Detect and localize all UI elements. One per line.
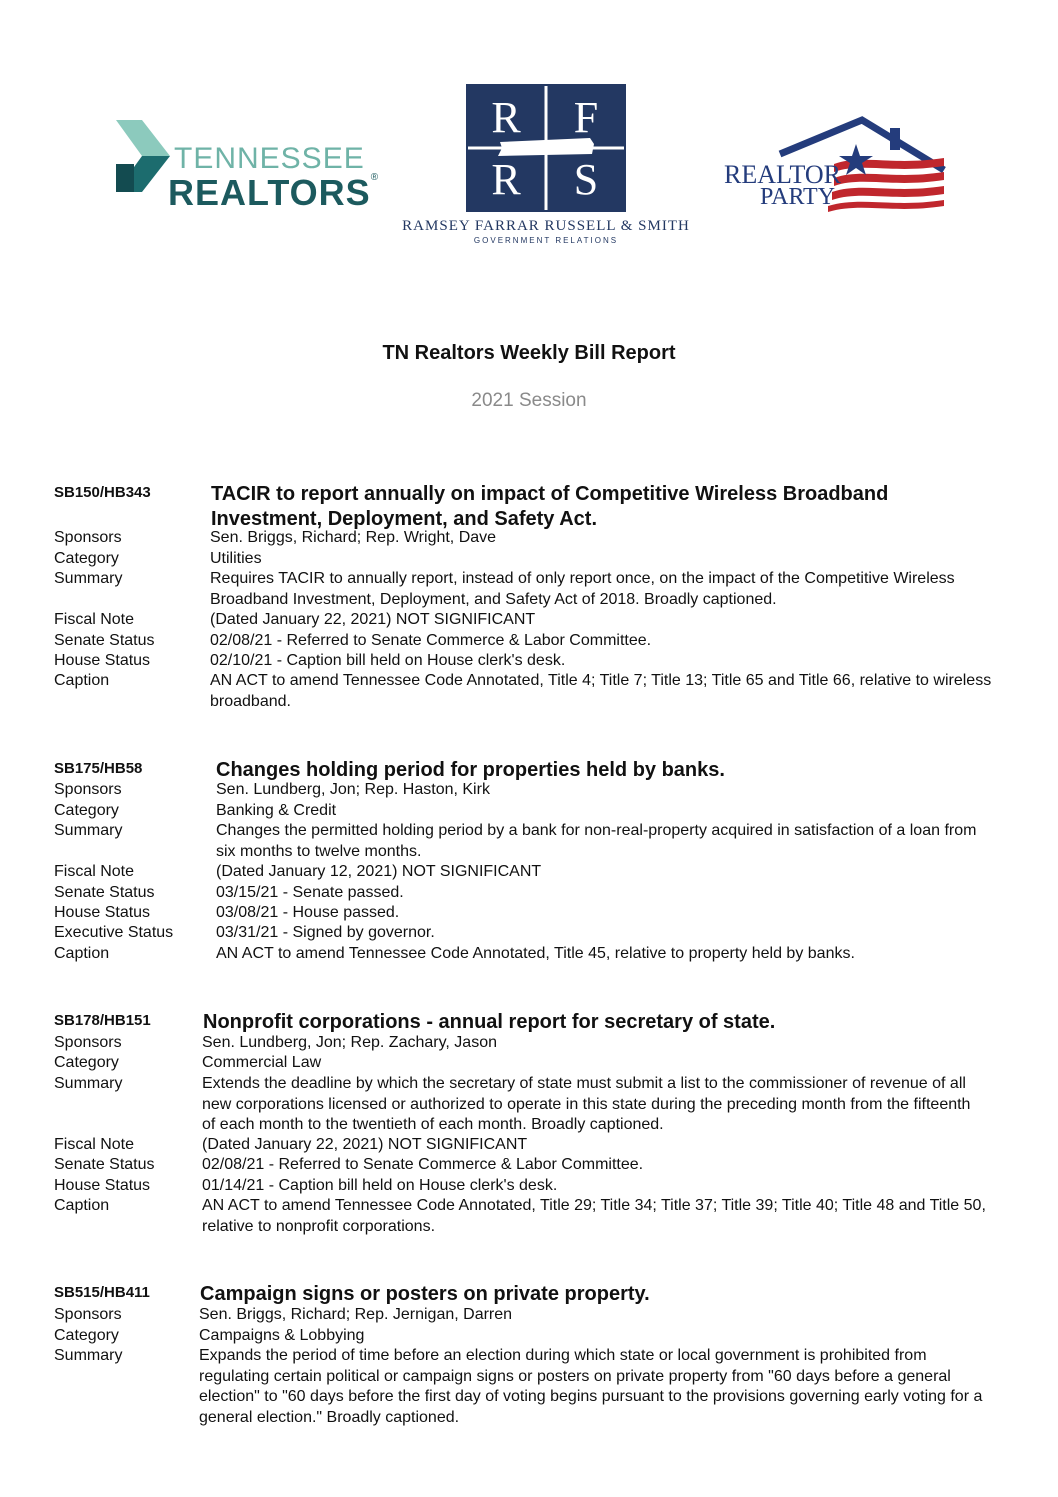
bill-title: TACIR to report annually on impact of Competitive Wireless Broadband Investment, Deployment, and Safety Act.: [211, 483, 889, 530]
rfrs-letter-r1: R: [491, 93, 521, 142]
bill-number: SB150/HB343: [54, 484, 151, 501]
bill-number: SB178/HB151: [54, 1012, 151, 1029]
tennessee-realtors-logo: [112, 118, 380, 213]
bill-title: Campaign signs or posters on private property.: [200, 1283, 650, 1305]
report-session: 2021 Session: [471, 390, 587, 411]
rfrs-firm-subtitle: GOVERNMENT RELATIONS: [473, 236, 619, 245]
rfrs-letter-s: S: [573, 155, 599, 204]
tennessee-realtors-chevron-icon: [112, 118, 172, 198]
realtor-party-logo: [722, 114, 948, 214]
rfrs-letter-f: F: [573, 93, 599, 142]
rfrs-letter-r2: R: [491, 155, 521, 204]
bill-title: Nonprofit corporations - annual report for secretary of state.: [203, 1011, 776, 1033]
bill-number: SB175/HB58: [54, 760, 143, 777]
bill-number: SB515/HB411: [54, 1284, 150, 1301]
realtor-party-word2: PARTY: [760, 184, 836, 210]
rfrs-logo: [466, 84, 626, 212]
realtors-wordmark: REALTORS®: [168, 172, 380, 213]
tennessee-wordmark: TENNESSEE: [174, 142, 365, 175]
realtor-party-word1: REALTOR: [724, 160, 842, 189]
rfrs-firm-name: RAMSEY FARRAR RUSSELL & SMITH: [402, 218, 690, 234]
bill-title: Changes holding period for properties held by banks.: [216, 759, 725, 781]
report-title: TN Realtors Weekly Bill Report: [382, 342, 676, 364]
